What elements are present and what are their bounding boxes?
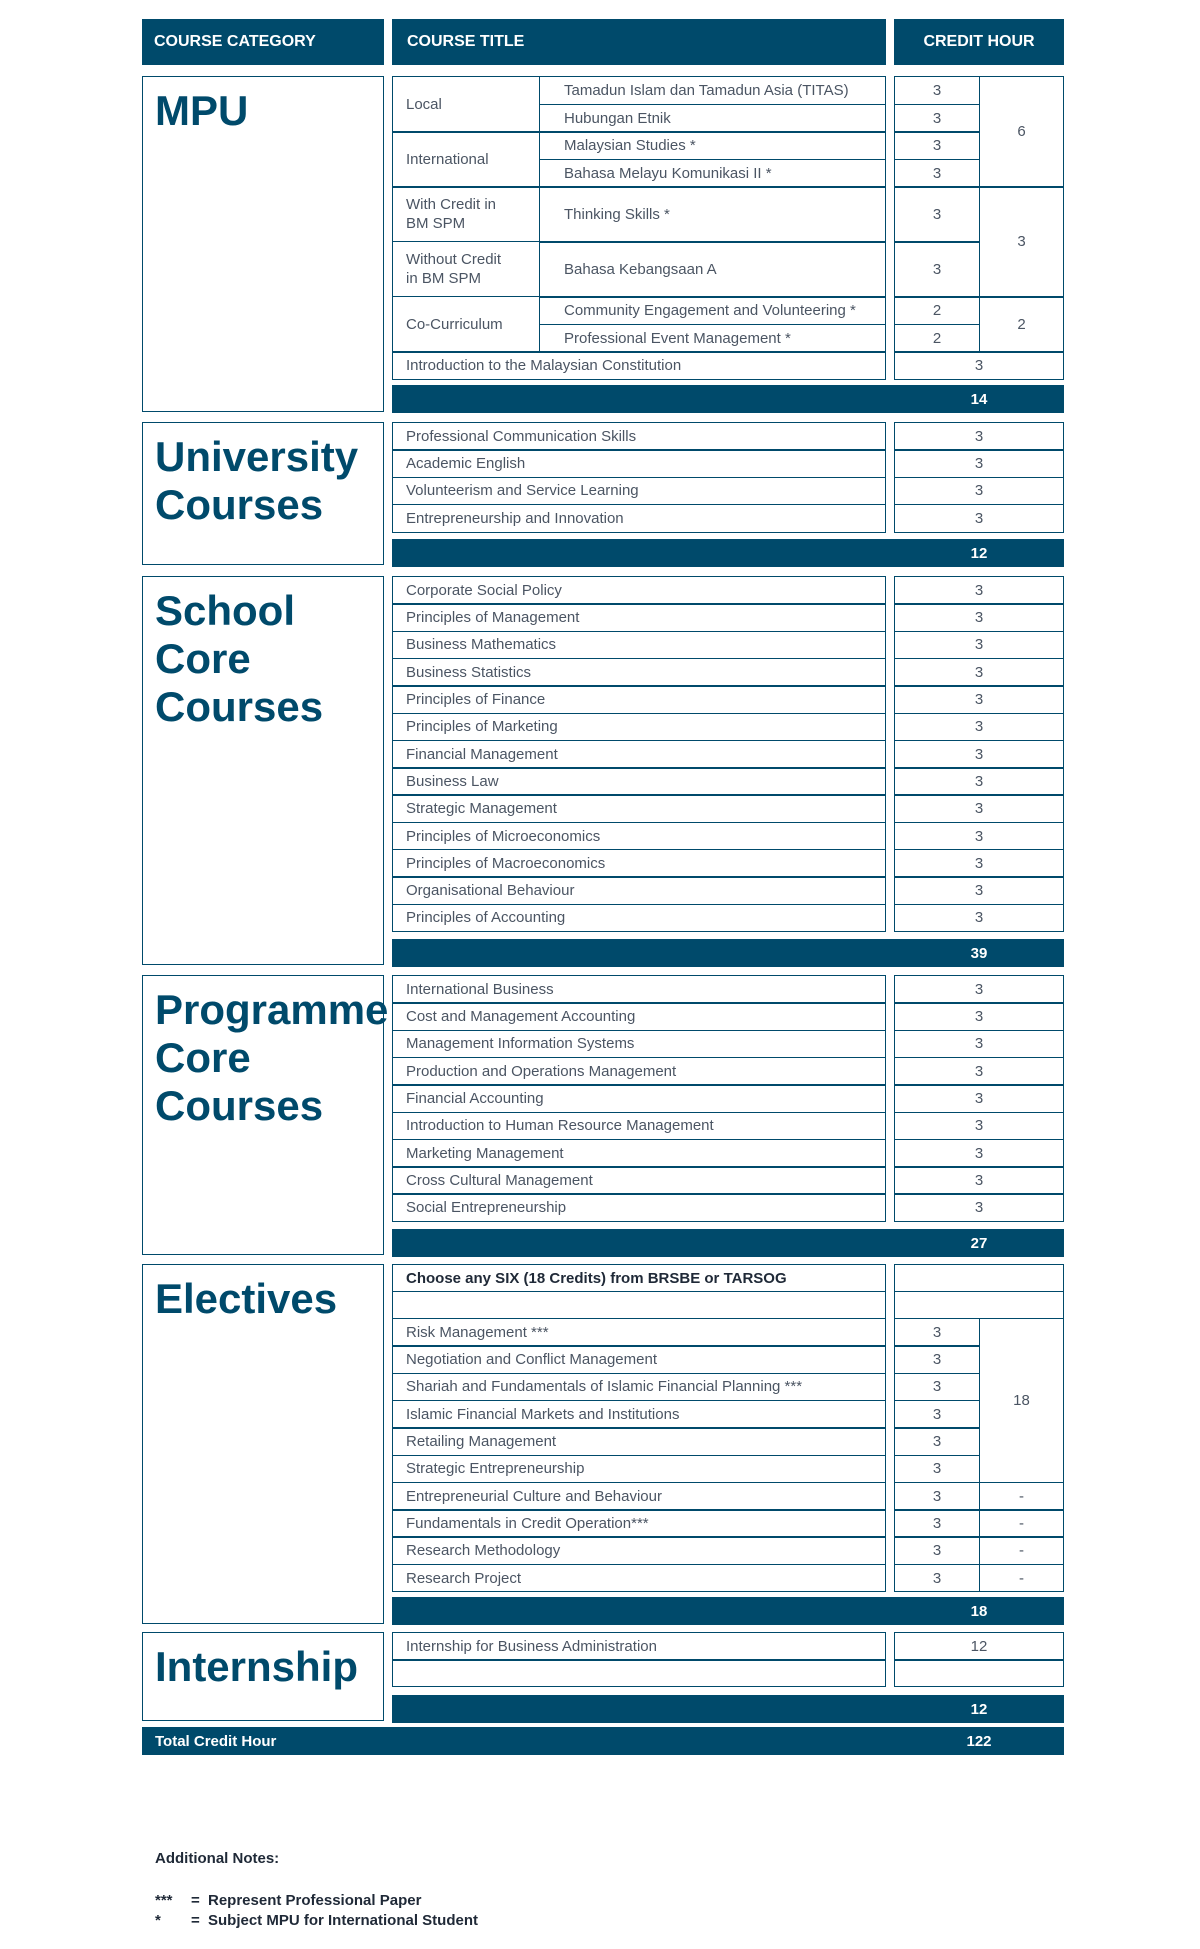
category-programme-core-title: Programme Core Courses [155,986,389,1129]
credit-value: 3 [894,794,1064,823]
credit-value: 3 [894,1139,1064,1168]
credit-value: 12 [894,1632,1064,1661]
credit-value: 3 [894,631,1064,660]
list-item: Strategic Entrepreneurship [392,1455,886,1484]
electives-group-total: 18 [979,1318,1064,1483]
blank-row [392,1659,886,1687]
list-item: Marketing Management [392,1139,886,1168]
note-equals: = [191,1912,200,1929]
note-text: Subject MPU for International Student [208,1912,479,1929]
header-course-category: COURSE CATEGORY [142,19,384,65]
total-credit-value: 122 [966,1732,992,1750]
credit-value: 3 [894,1057,1064,1086]
list-item: Entrepreneurial Culture and Behaviour [392,1482,886,1511]
credit-value: 3 [894,1193,1064,1222]
list-item: Research Methodology [392,1536,886,1565]
list-item: Community Engagement and Volunteering * [539,296,886,325]
mpu-local-label: Local [392,76,540,133]
credit-value: 3 [894,1455,980,1484]
credit-value: 3 [894,422,1064,451]
credit-extra: - [979,1564,1064,1593]
list-item: Introduction to the Malaysian Constitution [392,351,886,380]
programme-core-subtotal: 27 [970,1234,988,1252]
credit-value: 3 [894,767,1064,796]
list-item: Fundamentals in Credit Operation*** [392,1509,886,1538]
list-item: Retailing Management [392,1427,886,1456]
credit-value: 3 [894,449,1064,478]
list-item: Professional Event Management * [539,324,886,353]
list-item: Financial Accounting [392,1084,886,1113]
credit-value: 3 [894,131,980,160]
credit-value: 3 [894,1030,1064,1059]
list-item: Social Entrepreneurship [392,1193,886,1222]
list-item: Cost and Management Accounting [392,1002,886,1031]
total-credit-label: Total Credit Hour [155,1732,277,1750]
list-item: Principles of Marketing [392,713,886,742]
category-mpu-box [142,76,384,412]
list-item: Islamic Financial Markets and Institutions [392,1400,886,1429]
internship-subtotal: 12 [970,1700,988,1718]
credit-value: 3 [894,740,1064,769]
list-item: Principles of Macroeconomics [392,849,886,878]
credit-value: 3 [894,351,1064,380]
list-item: Bahasa Melayu Komunikasi II * [539,159,886,188]
note-text: Represent Professional Paper [208,1892,422,1909]
credit-value: 3 [894,1318,980,1347]
category-internship-title: Internship [155,1643,359,1690]
category-mpu-title: MPU [155,87,249,134]
category-programme-core-box [142,975,389,1255]
credit-value: 3 [894,1536,980,1565]
credit-value: 3 [894,1509,980,1538]
list-item: Business Law [392,767,886,796]
credit-value: 3 [894,1345,980,1374]
category-university-title: University Courses [155,433,359,528]
list-item: Principles of Finance [392,685,886,714]
list-item: Corporate Social Policy [392,576,886,605]
list-item: Business Mathematics [392,631,886,660]
list-item: Risk Management *** [392,1318,886,1347]
category-electives-title: Electives [155,1275,338,1322]
list-item: Professional Communication Skills [392,422,886,451]
category-electives-box [142,1264,384,1624]
list-item: Thinking Skills * [539,186,886,243]
credit-value: 3 [894,1427,980,1456]
credit-value: 3 [894,104,980,133]
credit-value: 3 [894,477,1064,506]
mpu-group-total: 3 [979,186,1064,298]
note-symbol: *** [155,1892,173,1909]
list-item: Shariah and Fundamentals of Islamic Financial Planning *** [392,1373,886,1402]
credit-value: 3 [894,576,1064,605]
credit-value: 3 [894,1564,980,1593]
credit-value: 3 [894,658,1064,687]
list-item: Hubungan Etnik [539,104,886,133]
mpu-group-total: 2 [979,296,1064,353]
credit-value [894,1291,1064,1319]
note-equals: = [191,1892,200,1909]
electives-subtotal: 18 [970,1602,988,1620]
mpu-subtotal: 14 [970,390,988,408]
list-item: Volunteerism and Service Learning [392,477,886,506]
school-core-subtotal: 39 [970,944,988,962]
list-item: Management Information Systems [392,1030,886,1059]
credit-value: 3 [894,1166,1064,1195]
list-item: Entrepreneurship and Innovation [392,504,886,533]
list-item: Strategic Management [392,794,886,823]
list-item: Principles of Accounting [392,904,886,933]
credit-value: 3 [894,76,980,105]
category-internship-box [142,1632,384,1721]
category-school-core-title: School Core Courses [155,587,324,730]
list-item: Tamadun Islam dan Tamadun Asia (TITAS) [539,76,886,105]
credit-value: 3 [894,1002,1064,1031]
list-item: Academic English [392,449,886,478]
mpu-international-label: International [392,131,540,188]
credit-value: 2 [894,324,980,353]
list-item: Bahasa Kebangsaan A [539,241,886,298]
category-school-core-box [142,576,384,965]
credit-value: 3 [894,1400,980,1429]
credit-value: 3 [894,159,980,188]
credit-value: 3 [894,603,1064,632]
mpu-with-credit-label: With Credit in BM SPM [392,186,540,242]
credit-value: 3 [894,713,1064,742]
list-item: Cross Cultural Management [392,1166,886,1195]
list-item: Internship for Business Administration [392,1632,886,1661]
credit-value: 3 [894,822,1064,851]
credit-value: 3 [894,1084,1064,1113]
credit-value: 3 [894,849,1064,878]
university-subtotal: 12 [970,544,988,562]
credit-value: 3 [894,1373,980,1402]
credit-value: 3 [894,1482,980,1511]
credit-value: 3 [894,975,1064,1004]
list-item: Negotiation and Conflict Management [392,1345,886,1374]
list-item: Principles of Microeconomics [392,822,886,851]
header-credit-hour: CREDIT HOUR [894,19,1064,65]
credit-value: 3 [894,904,1064,933]
list-item: International Business [392,975,886,1004]
list-item: Organisational Behaviour [392,876,886,905]
blank-row [392,1291,886,1319]
category-university-box [142,422,384,565]
credit-value: 2 [894,296,980,325]
credit-value: 3 [894,876,1064,905]
header-course-title: COURSE TITLE [392,19,886,65]
credit-value: 3 [894,241,980,298]
list-item: Malaysian Studies * [539,131,886,160]
credit-value: 3 [894,1112,1064,1141]
list-item: Production and Operations Management [392,1057,886,1086]
credit-value: 3 [894,504,1064,533]
notes-heading: Additional Notes: [155,1850,280,1867]
list-item: Introduction to Human Resource Management [392,1112,886,1141]
list-item: Financial Management [392,740,886,769]
credit-value [894,1659,1064,1687]
note-symbol: * [155,1912,161,1929]
credit-extra: - [979,1509,1064,1538]
list-item: Principles of Management [392,603,886,632]
electives-instruction: Choose any SIX (18 Credits) from BRSBE or TARSOG [392,1264,886,1292]
credit-value [894,1264,1064,1292]
mpu-cocurriculum-label: Co-Curriculum [392,296,540,353]
mpu-without-credit-label: Without Credit in BM SPM [392,241,540,297]
credit-extra: - [979,1536,1064,1565]
list-item: Business Statistics [392,658,886,687]
credit-value: 3 [894,186,980,243]
credit-extra: - [979,1482,1064,1511]
list-item: Research Project [392,1564,886,1593]
credit-value: 3 [894,685,1064,714]
mpu-group-total: 6 [979,76,1064,188]
